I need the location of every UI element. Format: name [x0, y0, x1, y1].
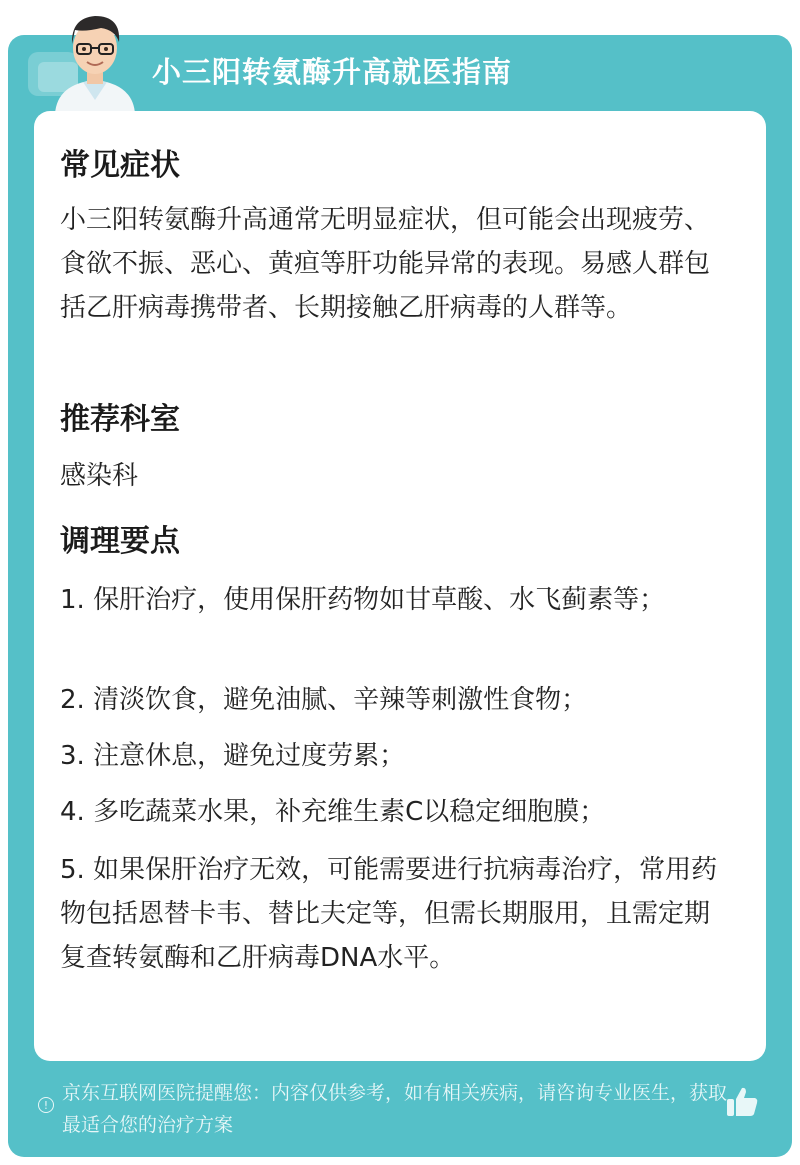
- section-heading-symptoms: 常见症状: [60, 148, 180, 183]
- info-icon: !: [38, 1097, 54, 1113]
- care-tip-item: 1. 保肝治疗，使用保肝药物如甘草酸、水飞蓟素等；: [60, 585, 666, 615]
- page-title: 小三阳转氨酶升高就医指南: [152, 55, 513, 89]
- care-tip-item: 3. 注意休息，避免过度劳累；: [60, 741, 406, 771]
- doctor-avatar: [45, 4, 145, 114]
- section-body-symptoms: 小三阳转氨酶升高通常无明显症状，但可能会出现疲劳、食欲不振、恶心、黄疸等肝功能异常的表现。易感人群包括乙肝病毒携带者、长期接触乙肝病毒的人群等。: [60, 205, 711, 323]
- care-tip-item: 4. 多吃蔬菜水果，补充维生素C以稳定细胞膜；: [60, 797, 606, 827]
- care-tip-item: 2. 清淡饮食，避免油腻、辛辣等刺激性食物；: [60, 685, 588, 715]
- section-body-department: 感染科: [60, 461, 139, 491]
- care-tip-item: 5. 如果保肝治疗无效，可能需要进行抗病毒治疗，常用药物包括恩替卡韦、替比夫定等，但需长期服用，且需定期复查转氨酶和乙肝病毒DNA水平。: [60, 855, 718, 973]
- thumbs-up-icon[interactable]: [724, 1084, 760, 1120]
- disclaimer-text: 京东互联网医院提醒您：内容仅供参考，如有相关疾病，请咨询专业医生，获取最适合您的治疗方案: [62, 1082, 728, 1136]
- section-heading-department: 推荐科室: [60, 402, 180, 437]
- section-heading-care-tips: 调理要点: [60, 524, 180, 559]
